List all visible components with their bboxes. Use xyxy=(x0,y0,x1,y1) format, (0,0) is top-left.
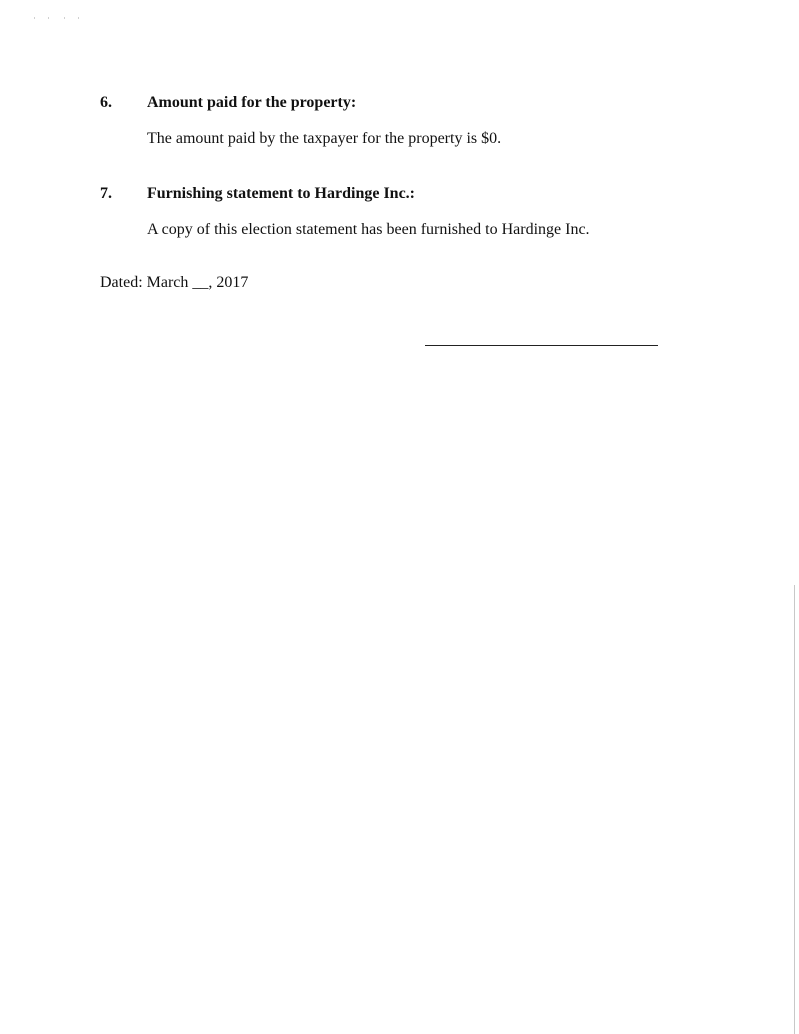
section-body: The amount paid by the taxpayer for the property is $0. xyxy=(147,130,502,147)
section-title: Amount paid for the property: xyxy=(147,94,357,111)
scan-artifacts xyxy=(34,15,84,21)
scan-speck xyxy=(34,17,35,19)
section-title: Furnishing statement to Hardinge Inc.: xyxy=(147,185,415,202)
section-body: A copy of this election statement has been furnished to Hardinge Inc. xyxy=(147,221,590,238)
section-amount-paid xyxy=(100,93,720,149)
scan-speck xyxy=(48,17,49,19)
section-heading xyxy=(100,184,720,204)
section-heading xyxy=(100,93,720,113)
signature-line xyxy=(425,345,658,346)
scan-speck xyxy=(64,17,65,19)
section-number: 6. xyxy=(100,94,112,111)
section-furnishing-statement xyxy=(100,184,720,240)
scan-edge-line xyxy=(794,585,795,1034)
scan-speck xyxy=(78,17,79,19)
dated-line: Dated: March __, 2017 xyxy=(100,274,249,291)
section-number: 7. xyxy=(100,185,112,202)
